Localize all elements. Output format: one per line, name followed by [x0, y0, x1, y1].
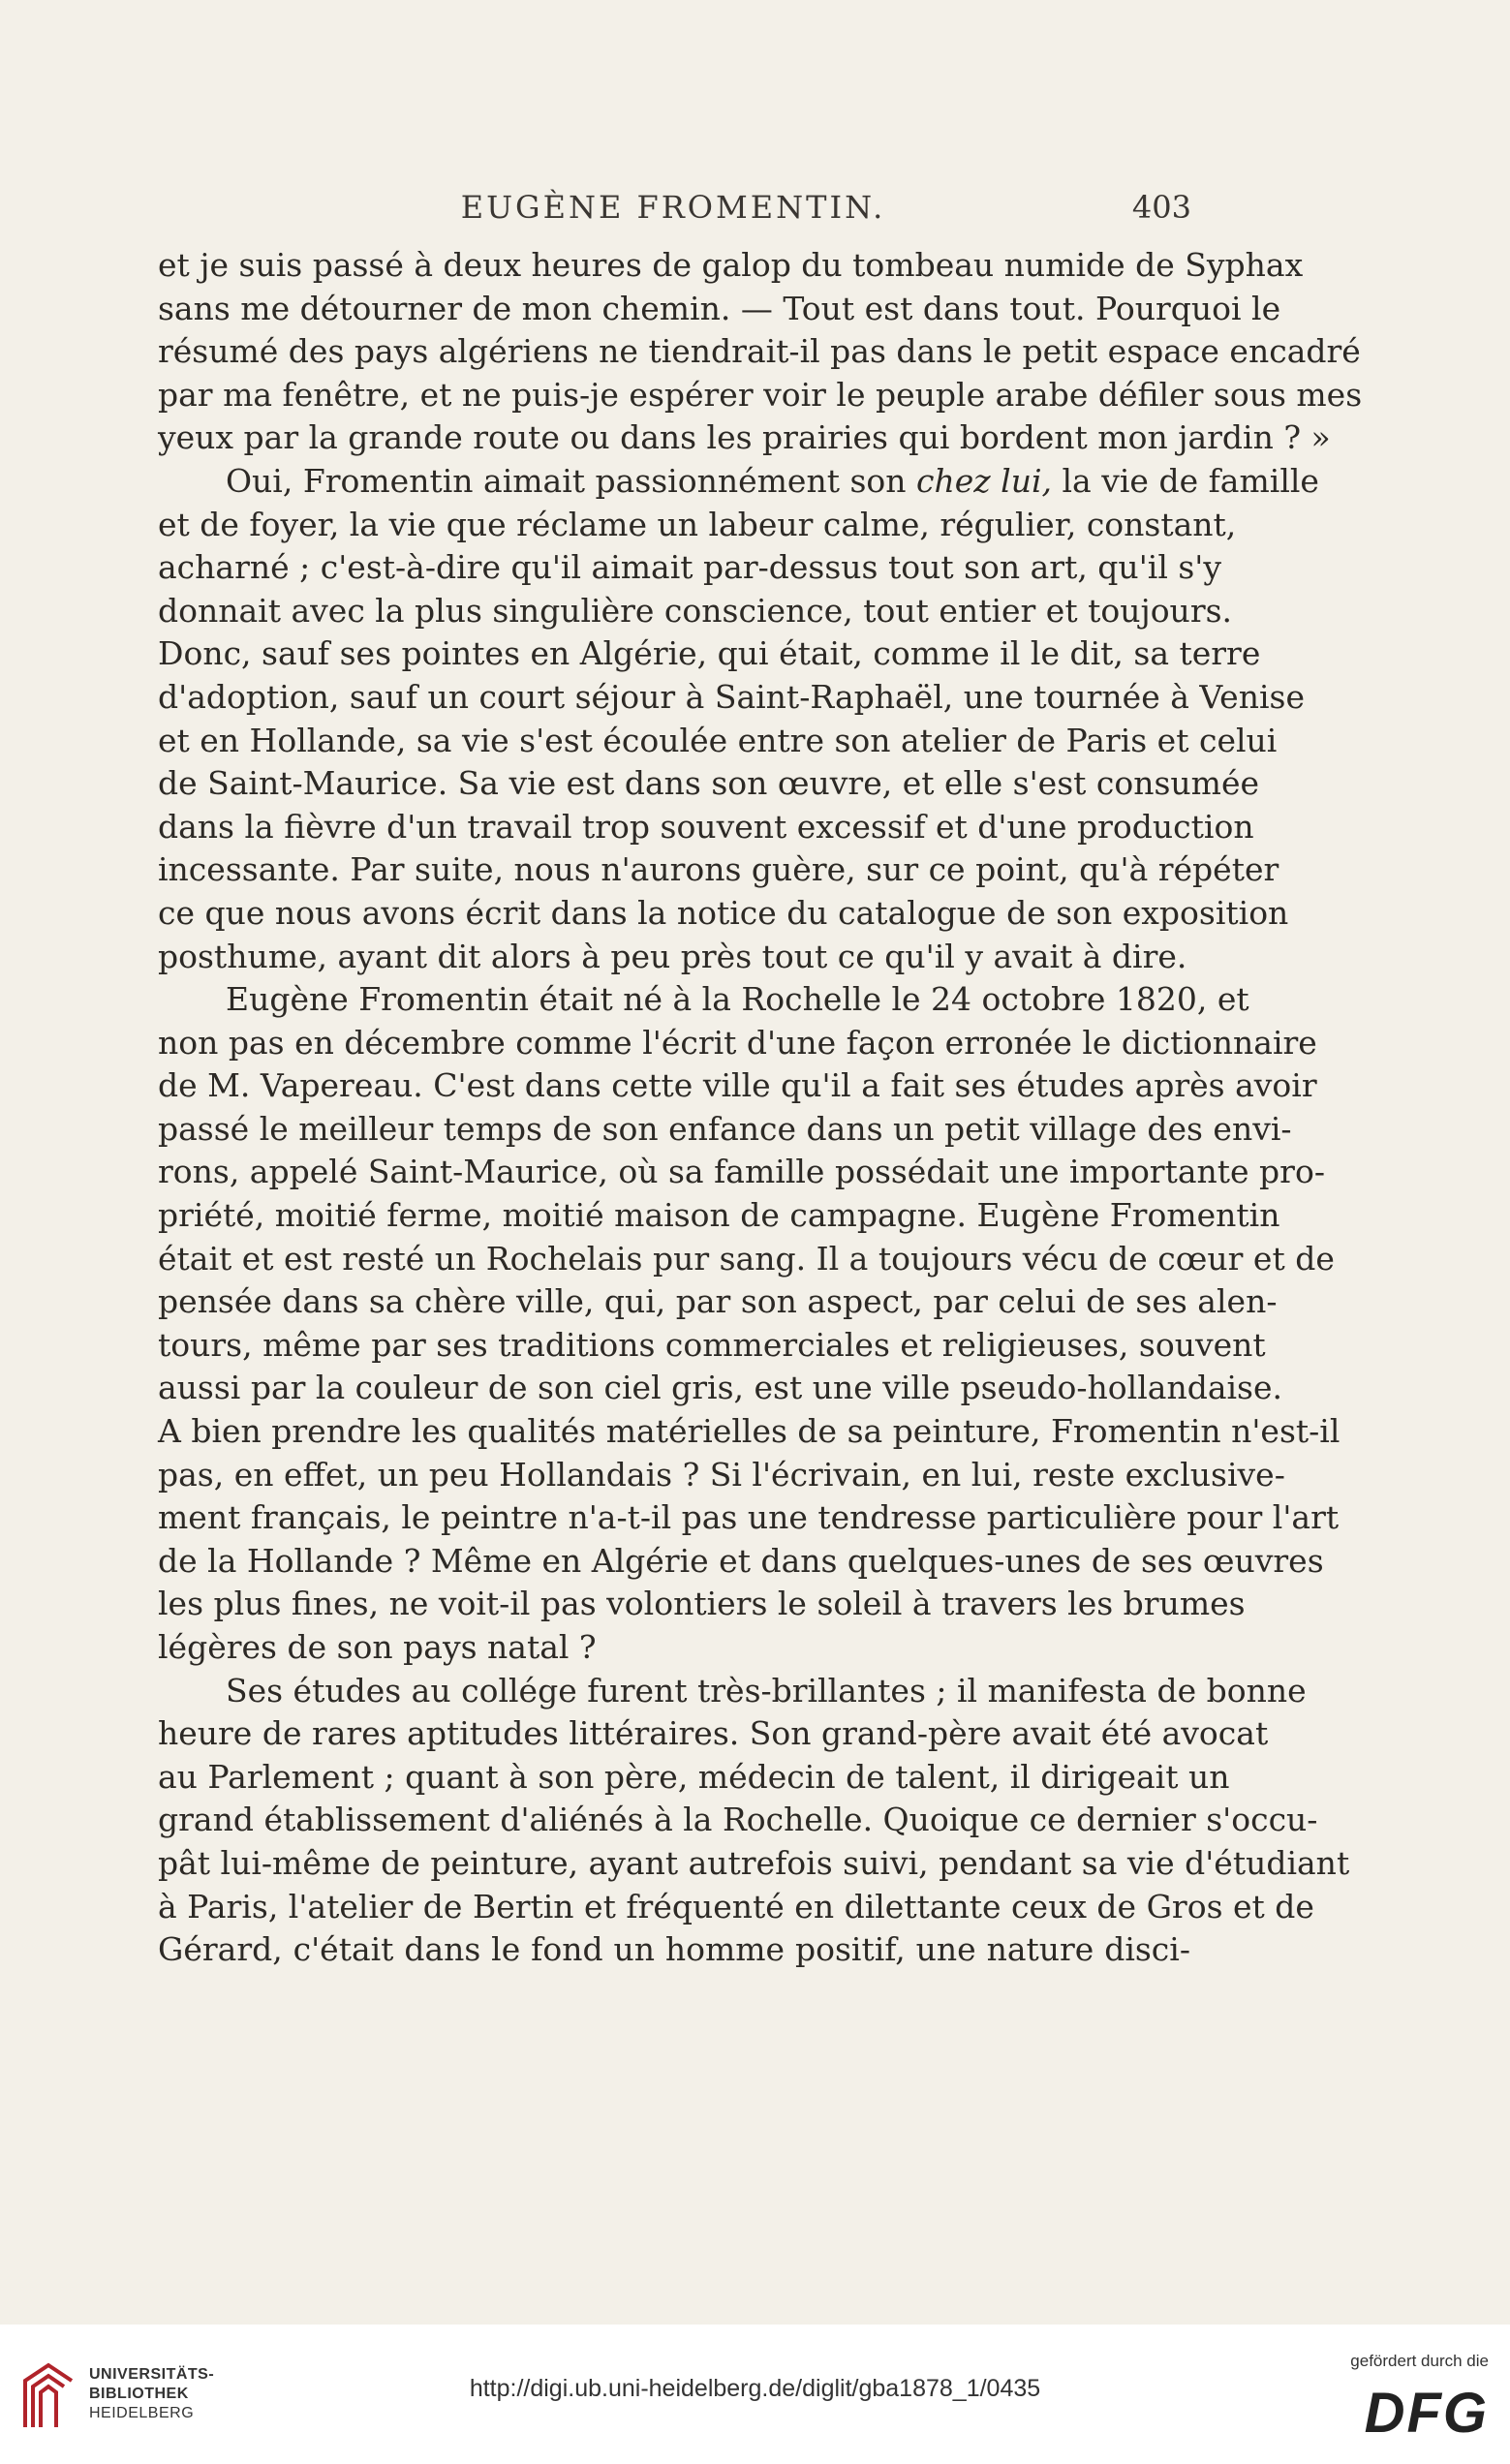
running-head: [155, 189, 1191, 237]
text-line: résumé des pays algériens ne tiendrait-il pas dans le petit espace encadré: [158, 332, 1361, 371]
text-line: A bien prendre les qualités matérielles de sa peinture, Fromentin n'est-il: [158, 1412, 1341, 1451]
text-line: Gérard, c'était dans le fond un homme positif, une nature disci-: [158, 1930, 1190, 1969]
text-line: et de foyer, la vie que réclame un labeur calme, régulier, constant,: [158, 505, 1237, 543]
library-name-line2: BIBLIOTHEK: [89, 2386, 189, 2402]
text-line: légères de son pays natal ?: [158, 1628, 597, 1666]
text-line: incessante. Par suite, nous n'aurons guère, sur ce point, qu'à répéter: [158, 850, 1279, 889]
text-segment: Oui, Fromentin aimait passionnément son: [226, 461, 917, 500]
text-line: les plus fines, ne voit-il pas volontiers le soleil à travers les brumes: [158, 1585, 1246, 1623]
text-line: et en Hollande, sa vie s'est écoulée entre son atelier de Paris et celui: [158, 721, 1278, 759]
text-line: Ses études au collége furent très-brillantes ; il manifesta de bonne: [226, 1671, 1307, 1709]
text-line: était et est resté un Rochelais pur sang. Il a toujours vécu de cœur et de: [158, 1239, 1335, 1278]
text-line: non pas en décembre comme l'écrit d'une façon erronée le dictionnaire: [158, 1023, 1317, 1062]
italic-text: chez lui,: [916, 461, 1053, 500]
footer-bar: [0, 2325, 1510, 2464]
text-line: tours, même par ses traditions commerciales et religieuses, souvent: [158, 1325, 1266, 1364]
body-text: [158, 244, 1363, 1972]
text-line: grand établissement d'aliénés à la Rochelle. Quoique ce dernier s'occu-: [158, 1801, 1318, 1839]
text-line: [158, 460, 1319, 504]
text-line: par ma fenêtre, et ne puis-je espérer voir le peuple arabe défiler sous mes: [158, 375, 1363, 414]
text-line: pensée dans sa chère ville, qui, par son aspect, par celui de ses alen-: [158, 1282, 1278, 1321]
dfg-logo: DFG: [1364, 2382, 1489, 2445]
text-line: pas, en effet, un peu Hollandais ? Si l'écrivain, en lui, reste exclusive-: [158, 1455, 1285, 1494]
text-line: sans me détourner de mon chemin. — Tout est dans tout. Pourquoi le: [158, 289, 1281, 327]
running-title: EUGÈNE FROMENTIN.: [460, 189, 886, 226]
text-line: de Saint-Maurice. Sa vie est dans son œuvre, et elle s'est consumée: [158, 764, 1260, 803]
text-line: au Parlement ; quant à son père, médecin de talent, il dirigeait un: [158, 1757, 1230, 1796]
text-line: acharné ; c'est-à-dire qu'il aimait par-dessus tout son art, qu'il s'y: [158, 548, 1222, 587]
library-name-line3: HEIDELBERG: [89, 2405, 195, 2421]
text-line: yeux par la grande route ou dans les prairies qui bordent mon jardin ? »: [158, 418, 1331, 457]
text-line: aussi par la couleur de son ciel gris, est une ville pseudo-hollandaise.: [158, 1369, 1283, 1407]
text-line: de M. Vapereau. C'est dans cette ville qu'il a fait ses études après avoir: [158, 1066, 1317, 1105]
text-line: de la Hollande ? Même en Algérie et dans quelques-unes de ses œuvres: [158, 1541, 1324, 1580]
text-line: ment français, le peintre n'a-t-il pas une tendresse particulière pour l'art: [158, 1498, 1340, 1537]
text-line: Eugène Fromentin était né à la Rochelle le 24 octobre 1820, et: [226, 980, 1249, 1019]
text-line: et je suis passé à deux heures de galop du tombeau numide de Syphax: [158, 246, 1304, 284]
permalink-url[interactable]: http://digi.ub.uni-heidelberg.de/diglit/gba1878_1/0435: [469, 2375, 1041, 2402]
text-line: à Paris, l'atelier de Bertin et fréquenté en dilettante ceux de Gros et de: [158, 1887, 1314, 1925]
text-line: priété, moitié ferme, moitié maison de campagne. Eugène Fromentin: [158, 1196, 1280, 1235]
text-line: donnait avec la plus singulière conscience, tout entier et toujours.: [158, 591, 1233, 630]
text-line: pât lui-même de peinture, ayant autrefois suivi, pendant sa vie d'étudiant: [158, 1843, 1350, 1882]
library-name-line1: UNIVERSITÄTS-: [89, 2366, 215, 2383]
text-line: passé le meilleur temps de son enfance dans un petit village des envi-: [158, 1109, 1292, 1148]
page-number: 403: [1131, 189, 1191, 226]
text-line: Donc, sauf ses pointes en Algérie, qui était, comme il le dit, sa terre: [158, 634, 1261, 673]
text-line: ce que nous avons écrit dans la notice du catalogue de son exposition: [158, 893, 1289, 932]
funder-label: gefördert durch die: [1350, 2352, 1489, 2370]
text-line: d'adoption, sauf un court séjour à Saint-Raphaël, une tournée à Venise: [158, 677, 1305, 716]
text-line: posthume, ayant dit alors à peu près tout ce qu'il y avait à dire.: [158, 937, 1187, 975]
text-line: rons, appelé Saint-Maurice, où sa famille possédait une importante pro-: [158, 1153, 1325, 1191]
text-line: dans la fièvre d'un travail trop souvent excessif et d'une production: [158, 807, 1254, 846]
text-segment: la vie de famille: [1052, 461, 1319, 500]
text-line: heure de rares aptitudes littéraires. Son grand-père avait été avocat: [158, 1714, 1269, 1753]
